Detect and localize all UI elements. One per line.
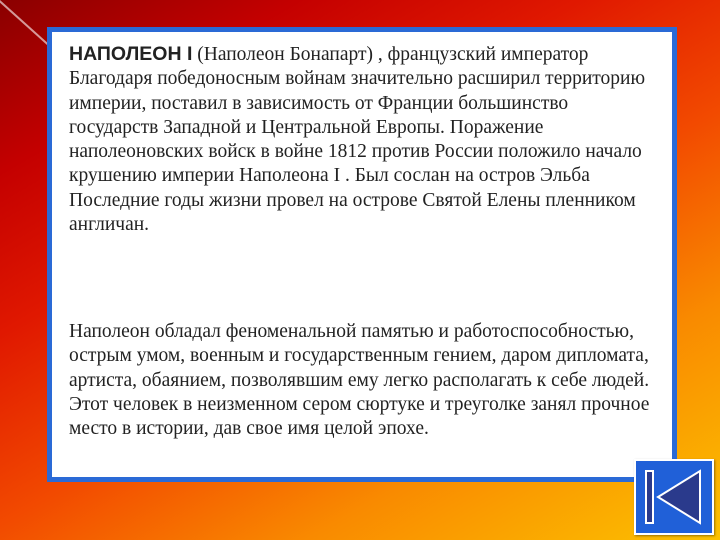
biography-paragraph bbox=[69, 42, 658, 237]
go-to-first-slide-button[interactable] bbox=[634, 459, 714, 535]
slide-text-frame bbox=[47, 27, 677, 482]
character-paragraph bbox=[69, 320, 658, 441]
biography-text: (Наполеон Бонапарт) , французский император Благодаря победоносным войнам значительно расширил территорию империи, поставил в зависимость от Франции большинство государств Западной и Центральной Европы. Поражение наполеоновских войск в войне 1812 против России положило начало крушению империи Наполеона I . Был сослан на остров Эльба Последние годы жизни провел на острове Святой Елены пленником англичан. bbox=[69, 44, 646, 236]
first-slide-icon bbox=[640, 465, 708, 529]
napoleon-name-heading: НАПОЛЕОН I bbox=[69, 43, 193, 65]
character-text: Наполеон обладал феноменальной памятью и работоспособностью, острым умом, военным и государственным гением, даром дипломата, артиста, обаянием, позволявшим ему легко располагать к себе людей. Этот человек в неизменном сером сюртуке и треуголке занял прочное место в истории, дав свое имя целой эпохе. bbox=[69, 321, 650, 440]
